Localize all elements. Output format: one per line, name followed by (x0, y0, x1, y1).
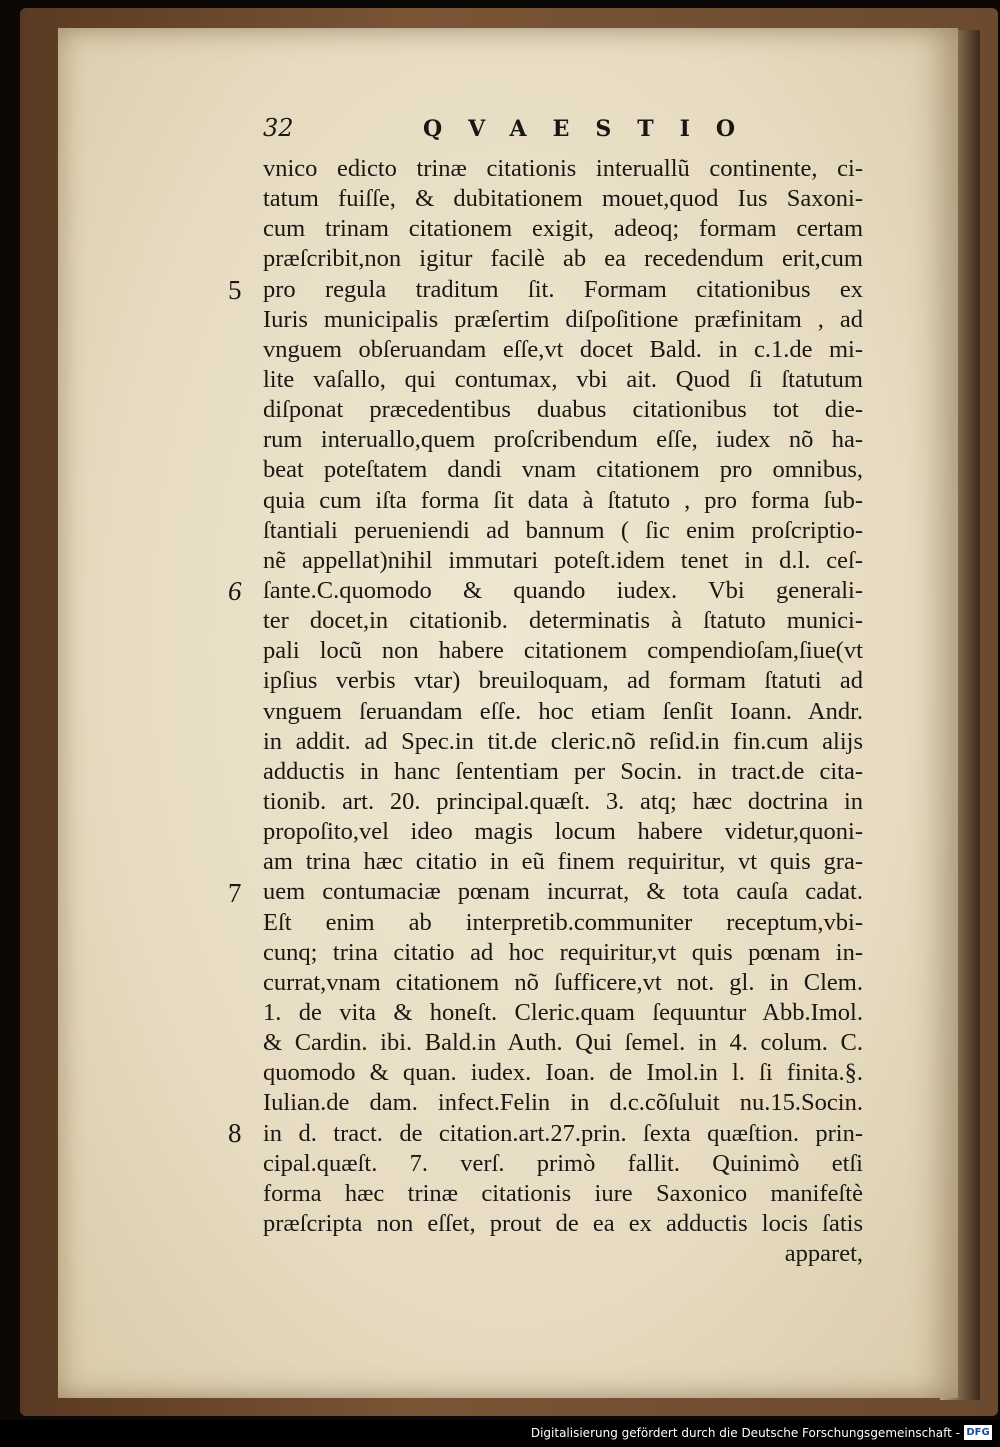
text-line: 1. de vita & honeſt. Cleric.quam ſequuntur Abb.Imol. (263, 998, 863, 1026)
page-number: 32 (263, 114, 294, 142)
text-line: Iuris municipalis præſertim diſpoſitione præfinitam , ad (263, 305, 863, 333)
text-line: vnguem ſeruandam eſſe. hoc etiam ſenſit Ioann. Andr. (263, 697, 863, 725)
text-line: pali locũ non habere citationem compendioſam,ſiue(vt (263, 637, 863, 665)
text-line: cipal.quæſt. 7. verſ. primò fallit. Quinimò etſi (263, 1149, 863, 1177)
footer-bar (0, 1420, 1000, 1447)
text-line: forma hæc trinæ citationis iure Saxonico manifeſtè (263, 1179, 863, 1207)
text-line: pro regula traditum ſit. Formam citationibus ex (263, 275, 863, 303)
text-line: adductis in hanc ſententiam per Socin. in tract.de cita- (263, 757, 863, 785)
text-line: præſcribit,non igitur facilè ab ea recedendum erit,cum (263, 245, 863, 273)
text-line: currat,vnam citationem nõ ſufficere,vt not. gl. in Clem. (263, 968, 863, 996)
text-line: lite vaſallo, qui contumax, vbi ait. Quod ſi ſtatutum (263, 365, 863, 393)
page-header (263, 114, 863, 150)
text-line: propoſito,vel ideo magis locum habere videtur,quoni- (263, 818, 863, 846)
text-line: ter docet,in citationib. determinatis à ſtatuto munici- (263, 607, 863, 635)
text-line: ſtantiali perueniendi ad bannum ( ſic enim proſcriptio- (263, 516, 863, 544)
catchword: apparet, (784, 1240, 863, 1268)
running-head: QVAESTIO (423, 116, 762, 142)
text-line: cunq; trina citatio ad hoc requiritur,vt quis pœnam in- (263, 938, 863, 966)
text-line: diſponat præcedentibus duabus citationibus tot die- (263, 396, 863, 424)
margin-number-7: 7 (228, 878, 242, 908)
text-line: ſante.C.quomodo & quando iudex. Vbi generali- (263, 576, 863, 604)
text-line: uem contumaciæ pœnam incurrat, & tota cauſa cadat. (263, 878, 863, 906)
text-line: Eſt enim ab interpretib.communiter receptum,vbi- (263, 908, 863, 936)
text-line: cum trinam citationem exigit, adeoq; formam certam (263, 215, 863, 243)
text-line: beat poteſtatem dandi vnam citationem pro omnibus, (263, 456, 863, 484)
margin-number-5: 5 (228, 275, 242, 305)
text-line: tionib. art. 20. principal.quæſt. 3. atq; hæc doctrina in (263, 787, 863, 815)
text-line: ipſius verbis vtar) breuiloquam, ad formam ſtatuti ad (263, 667, 863, 695)
text-line: vnico edicto trinæ citationis interuallũ continente, ci- (263, 155, 863, 182)
text-line: nẽ appellat)nihil immutari poteſt.idem tenet in d.l. ceſ- (263, 546, 863, 574)
text-line: in addit. ad Spec.in tit.de cleric.nõ reſid.in fin.cum alijs (263, 727, 863, 755)
margin-number-8: 8 (228, 1118, 242, 1148)
dfg-logo: DFG (964, 1425, 992, 1440)
text-line: quomodo & quan. iudex. Ioan. de Imol.in l. ſi finita.§. (263, 1059, 863, 1087)
text-line: in d. tract. de citation.art.27.prin. ſexta quæſtion. prin- (263, 1119, 863, 1147)
text-line: quia cum iſta forma ſit data à ſtatuto , pro forma ſub- (263, 486, 863, 514)
margin-number-6: 6 (228, 576, 242, 606)
text-line: rum interuallo,quem proſcribendum eſſe, iudex nõ ha- (263, 426, 863, 454)
body-text (263, 154, 863, 1269)
text-line: tatum fuiſſe, & dubitationem mouet,quod Ius Saxoni- (263, 185, 863, 213)
text-line: am trina hæc citatio in eũ finem requiritur, vt quis gra- (263, 848, 863, 876)
funding-credit: Digitalisierung gefördert durch die Deutsche Forschungsgemeinschaft - (530, 1426, 960, 1440)
text-line: vnguem obſeruandam eſſe,vt docet Bald. in c.1.de mi- (263, 335, 863, 363)
text-line: Iulian.de dam. infect.Felin in d.c.cõſuluit nu.15.Socin. (263, 1089, 863, 1117)
text-line: & Cardin. ibi. Bald.in Auth. Qui ſemel. in 4. colum. C. (263, 1029, 863, 1057)
text-line: præſcripta non eſſet, prout de ea ex adductis locis ſatis (263, 1209, 863, 1237)
